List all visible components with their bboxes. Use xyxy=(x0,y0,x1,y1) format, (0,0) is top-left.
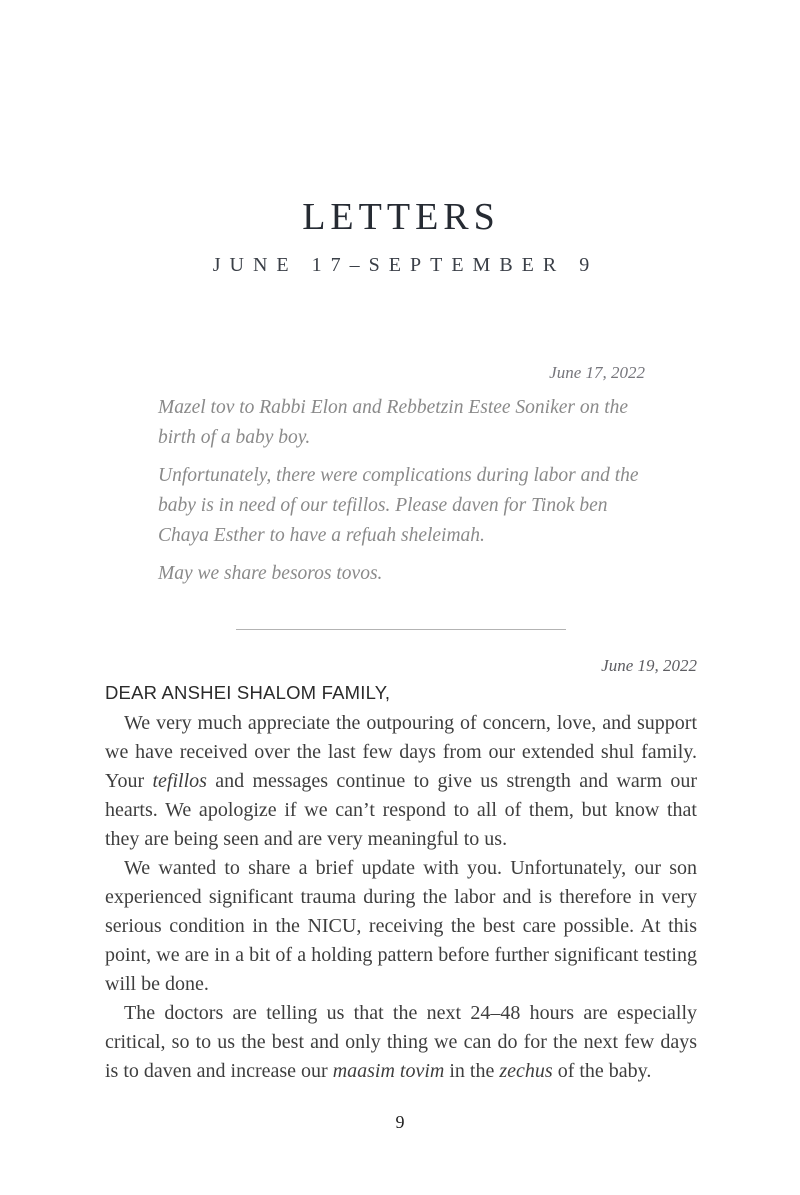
chapter-subtitle: JUNE 17–SEPTEMBER 9 xyxy=(212,253,599,276)
announcement-letter-body xyxy=(158,393,645,589)
text-run: in the xyxy=(444,1059,500,1082)
text-run: of the baby. xyxy=(552,1059,652,1082)
chapter-title: LETTERS xyxy=(302,196,500,238)
italic-term: maasim tovim xyxy=(332,1059,445,1082)
paragraph xyxy=(105,854,697,999)
paragraph: Mazel tov to Rabbi Elon and Rebbetzin Estee Soniker on the birth of a baby boy. xyxy=(158,396,629,448)
announcement-letter xyxy=(158,363,645,589)
update-letter-body xyxy=(105,709,697,1086)
announcement-letter-date: June 17, 2022 xyxy=(549,362,645,382)
letter-salutation: DEAR ANSHEI SHALOM FAMILY, xyxy=(105,681,391,703)
italic-term: zechus xyxy=(499,1059,553,1082)
text-run: and messages continue to give us strength and warm our hearts. We apologize if we can’t respond to all of them, but know that they are being seen and are very meaningful to us. xyxy=(105,769,698,850)
section-divider xyxy=(236,629,566,630)
text-run: The doctors are telling us that the next 24–48 hours are especially critical, so to us the best and only thing we can do for the next few days is to daven and increase our xyxy=(105,1001,697,1082)
text-run: We very much appreciate the outpouring of concern, love, and support we have received over the last few days from our extended shul family. Your xyxy=(105,711,697,792)
paragraph: May we share besoros tovos. xyxy=(158,562,383,584)
paragraph xyxy=(105,999,697,1086)
update-letter-date: June 19, 2022 xyxy=(601,655,697,675)
text-run: We wanted to share a brief update with you. Unfortunately, our son experienced significant trauma during the labor and is therefore in very serious condition in the NICU, receiving the best care possible. At this point, we are in a bit of a holding pattern before further significant testing will be done. xyxy=(105,856,697,995)
paragraph xyxy=(105,709,697,854)
paragraph: Unfortunately, there were complications during labor and the baby is in need of our tefillos. Please daven for Tinok ben Chaya Esther to have a refuah sheleimah. xyxy=(158,464,639,546)
update-letter xyxy=(105,656,697,1086)
page-number: 9 xyxy=(395,1112,405,1132)
italic-term: tefillos xyxy=(152,769,207,792)
